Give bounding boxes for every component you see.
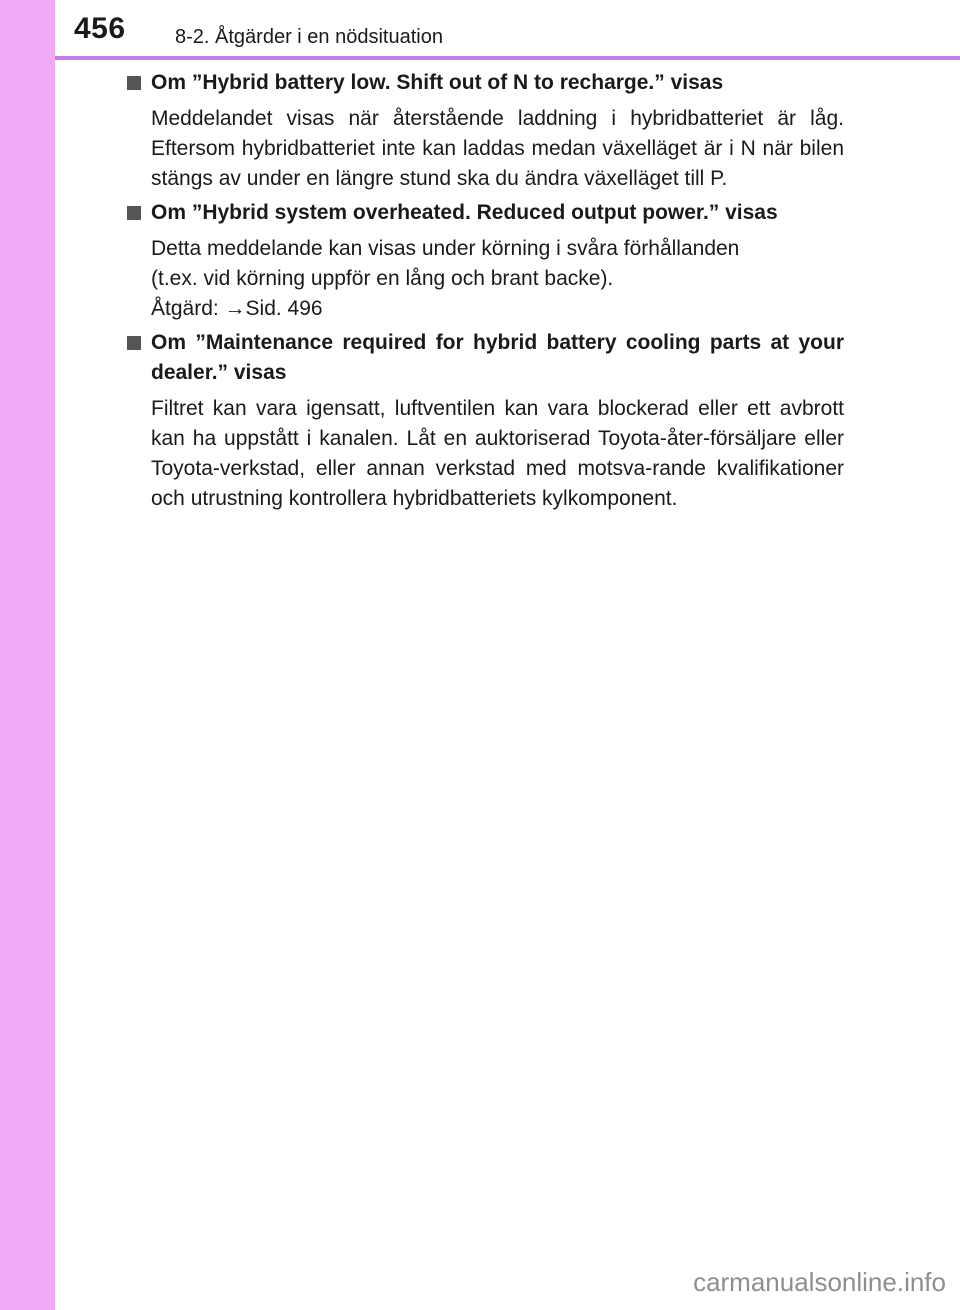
item-heading [120, 328, 844, 388]
main-content [120, 64, 844, 518]
square-bullet-icon [120, 68, 151, 98]
square-bullet-icon [120, 198, 151, 228]
watermark-text: carmanualsonline.info [693, 1267, 946, 1297]
square-bullet-icon [120, 328, 151, 358]
section-item-system-overheated [120, 198, 844, 324]
body-line: (t.ex. vid körning uppför en lång och brant backe). [151, 267, 614, 290]
item-heading-text: Om ”Hybrid system overheated. Reduced output power.” visas [151, 201, 778, 224]
item-heading [120, 198, 844, 228]
page-reference: Åtgärd: →Sid. 496 [151, 297, 323, 320]
item-body-text: Meddelandet visas när återstående laddning i hybridbatteriet är låg. Eftersom hybridbatteriet inte kan laddas medan växelläget är i N när bilen stängs av under en längre stund ska du ändra växelläget till P. [151, 107, 844, 190]
item-body-text: Filtret kan vara igensatt, luftventilen kan vara blockerad eller ett avbrott kan ha uppstått i kanalen. Låt en auktoriserad Toyota-åter-försäljare eller Toyota-verkstad, eller annan verkstad med motsva-rande kvalifikationer och utrustning kontrollera hybridbatteriets kylkomponent. [151, 397, 844, 510]
section-item-maintenance-required [120, 328, 844, 514]
side-color-strip [0, 0, 55, 1310]
section-item-battery-low [120, 68, 844, 194]
section-title: 8-2. Åtgärder i en nödsituation [175, 26, 443, 48]
item-body-text [151, 234, 844, 324]
body-line: Detta meddelande kan visas under körning i svåra förhållanden [151, 237, 740, 260]
item-heading-text: Om ”Maintenance required for hybrid battery cooling parts at your dealer.” visas [151, 331, 844, 384]
header-divider [55, 56, 960, 60]
item-heading-text: Om ”Hybrid battery low. Shift out of N to recharge.” visas [151, 71, 724, 94]
item-heading [120, 68, 844, 98]
page-number: 456 [74, 12, 126, 45]
